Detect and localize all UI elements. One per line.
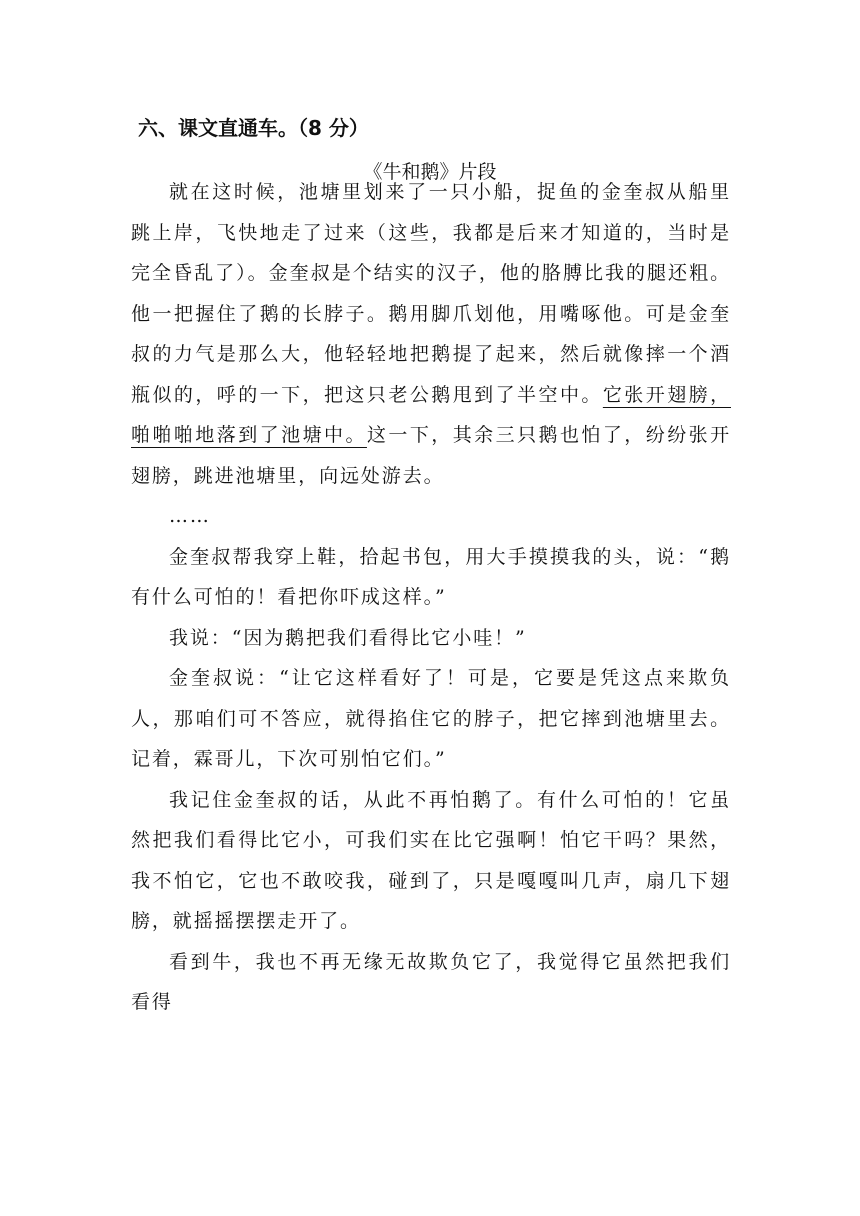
- paragraph-5: 我记住金奎叔的话，从此不再怕鹅了。有什么可怕的！它虽然把我们看得比它小，可我们实在比它强啊！怕它干吗？果然，我不怕它，它也不敢咬我，碰到了，只是嘎嘎叫几声，扇几下翅膀，就摇摇摆摆走开了。: [131, 788, 731, 932]
- passage-title: 《牛和鹅》片段: [363, 161, 497, 183]
- paragraph-4: 金奎叔说：“让它这样看好了！可是，它要是凭这点来欺负人，那咱们可不答应，就得掐住它的脖子，把它摔到池塘里去。记着，霖哥儿，下次可别怕它们。”: [131, 667, 731, 770]
- ellipsis-line: ……: [169, 505, 211, 527]
- section-heading: 六、课文直通车。（8 分）: [138, 116, 369, 140]
- paragraph-1-text-start: 就在这时候，池塘里划来了一只小船，捉鱼的金奎叔从船里跳上岸，飞快地走了过来（这些，我都是后来才知道的，当时是完全昏乱了）。金奎叔是个结实的汉子，他的胳膊比我的腿还粗。他一把握住了鹅的长脖子。鹅用脚爪划他，用嘴啄他。可是金奎叔的力气是那么大，他轻轻地把鹅提了起来，然后就像摔一个酒瓶似的，呼的一下，把这只老公鹅甩到了半空中。: [131, 181, 731, 406]
- paragraph-1-text-end: 这一下，其余三只鹅也怕了，纷纷张开翅膀，跳进池塘里，向远处游去。: [131, 424, 731, 487]
- paragraph-2: 金奎叔帮我穿上鞋，拾起书包，用大手摸摸我的头，说：“鹅有什么可怕的！看把你吓成这样。”: [131, 545, 731, 608]
- underlined-sentence: 它张开翅膀，啪啪啪地落到了池塘中。: [131, 383, 731, 446]
- paragraph-1: [131, 172, 731, 496]
- passage-body: [131, 172, 731, 1023]
- paragraph-6: 看到牛，我也不再无缘无故欺负它了，我觉得它虽然把我们看得: [131, 950, 731, 1013]
- paragraph-3: 我说：“因为鹅把我们看得比它小哇！”: [169, 626, 527, 649]
